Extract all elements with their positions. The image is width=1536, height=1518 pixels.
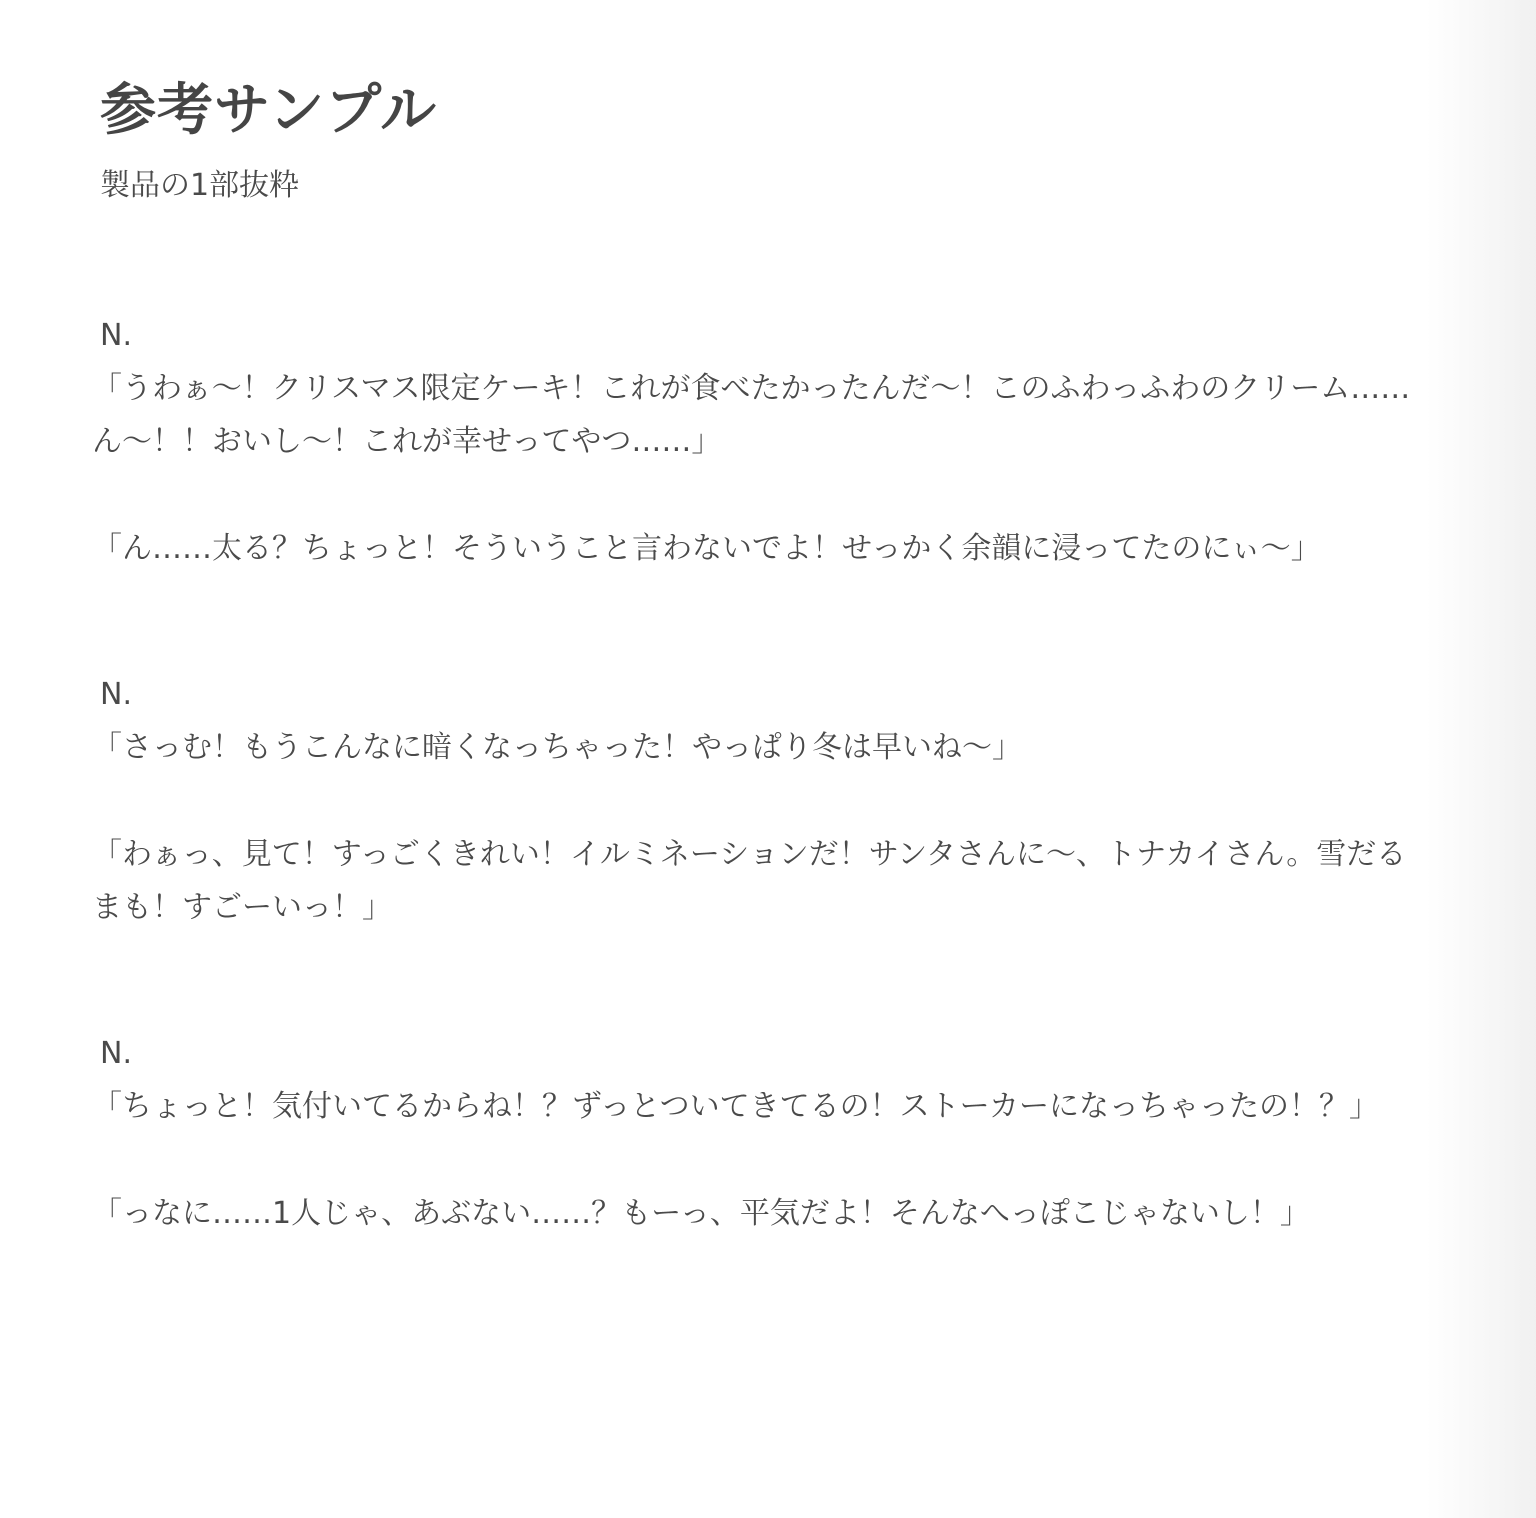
page-title: 参考サンプル	[100, 78, 437, 143]
dialogue-scenes	[92, 310, 1430, 1240]
page-subtitle: 製品の1部抜粋	[100, 168, 300, 203]
speaker-label: N.	[100, 318, 132, 353]
dialogue-line: 「わぁっ、見て！すっごくきれい！イルミネーションだ！サンタさんに〜、トナカイさん。雪だるまも！すごーいっ！」	[92, 837, 1407, 925]
dialogue-line: 「さっむ！もうこんなに暗くなっちゃった！やっぱり冬は早いね〜」	[92, 730, 1022, 765]
page-edge-shadow	[1426, 0, 1536, 1518]
speaker-label: N.	[100, 677, 132, 712]
dialogue-line: 「ん……太る？ちょっと！そういうこと言わないでよ！せっかく余韻に浸ってたのにぃ〜」	[92, 531, 1321, 566]
speaker-label: N.	[100, 1036, 132, 1071]
dialogue-scene-2	[92, 669, 1430, 934]
dialogue-scene-3	[92, 1028, 1430, 1240]
dialogue-line: 「ちょっと！気付いてるからね！？ずっとついてきてるの！ストーカーになっちゃったの！？」	[92, 1089, 1379, 1124]
dialogue-line: 「うわぁ〜！クリスマス限定ケーキ！これが食べたかったんだ〜！このふわっふわのクリーム……ん〜！！おいし〜！これが幸せってやつ……」	[92, 371, 1411, 459]
document-content	[92, 78, 1430, 1334]
dialogue-scene-1	[92, 310, 1430, 575]
dialogue-line: 「っなに……1人じゃ、あぶない……？もーっ、平気だよ！そんなへっぽこじゃないし！」	[92, 1196, 1310, 1231]
